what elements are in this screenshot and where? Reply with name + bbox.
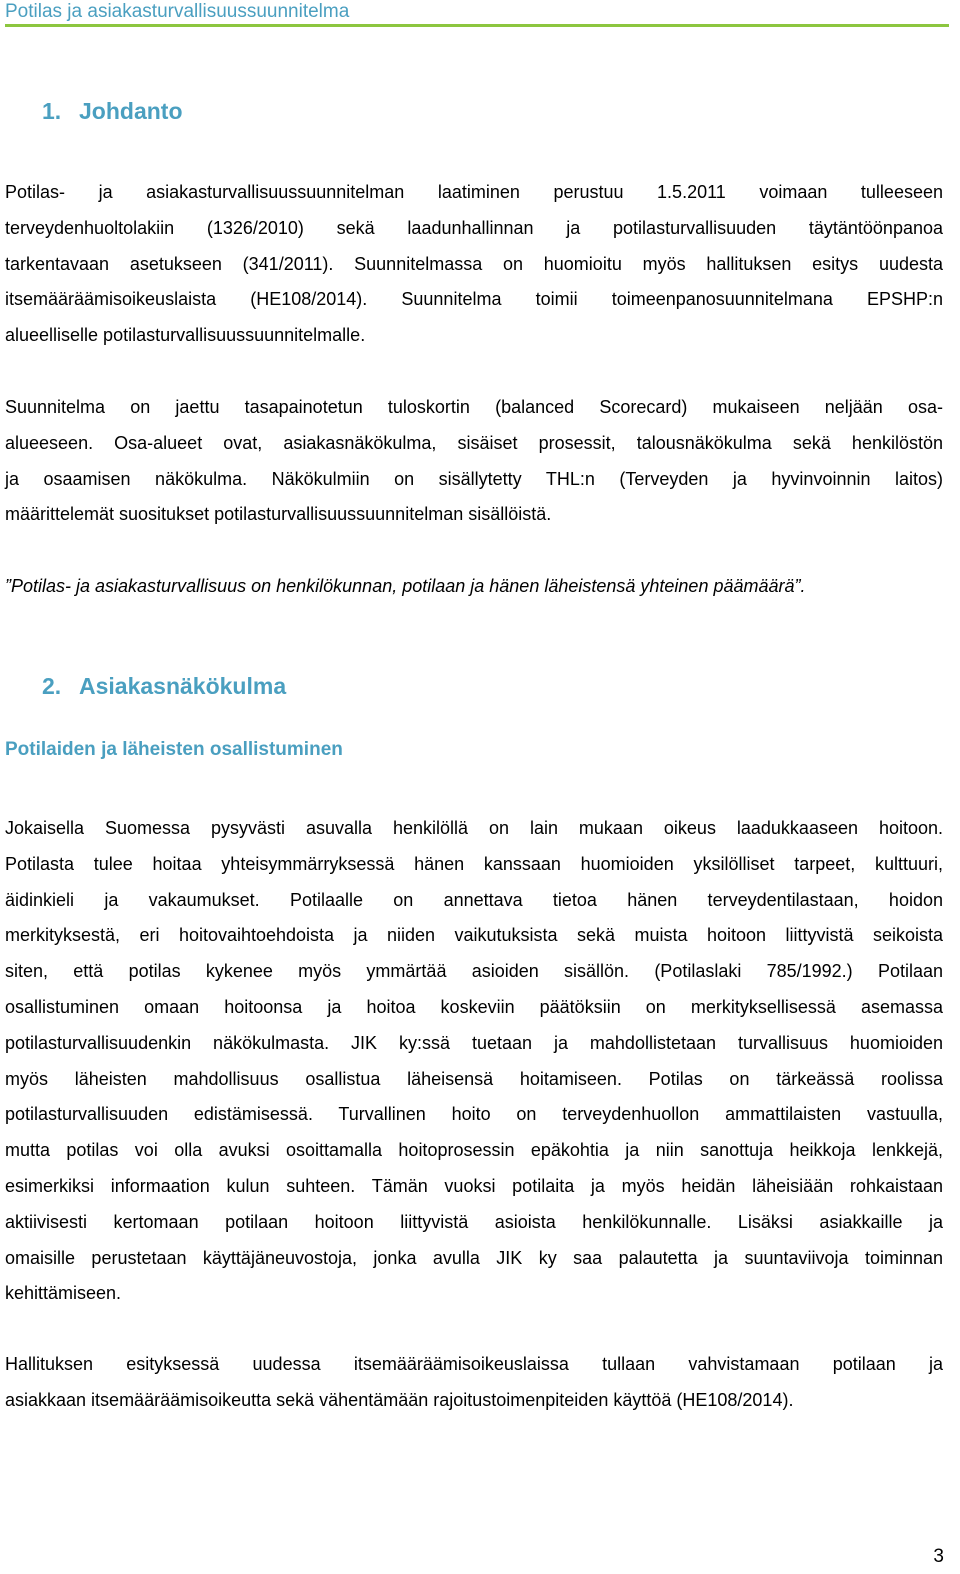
text-line: Hallituksen esityksessä uudessa itsemääräämisoikeuslaissa tullaan vahvistamaan potilaan ja xyxy=(5,1354,943,1374)
text-line: aktiivisesti kertomaan potilaan hoitoon liittyvistä asioista henkilökunnalle. Lisäksi asiakkaille ja xyxy=(5,1211,943,1232)
running-header: Potilas ja asiakasturvallisuussuunnitelma xyxy=(5,0,949,27)
text-line: myös läheisten mahdollisuus osallistua läheisensä hoitamiseen. Potilas on tärkeässä roolissa xyxy=(5,1068,943,1089)
text-line: Potilas- ja asiakasturvallisuussuunnitelman laatiminen perustuu 1.5.2011 voimaan tulleeseen xyxy=(5,182,943,202)
intro-quote: ”Potilas- ja asiakasturvallisuus on henkilökunnan, potilaan ja hänen läheistensä yhteinen päämäärä”. xyxy=(5,576,806,596)
text-line: merkityksestä, eri hoitovaihtoehdoista ja niiden vaikutuksista sekä muista hoitoon liittyvistä seikoista xyxy=(5,925,943,946)
text-line: siten, että potilas kykenee myös ymmärtää asioiden sisällön. (Potilaslaki 785/1992.) Potilaan xyxy=(5,961,943,982)
text-line: esimerkiksi informaation kulun suhteen. Tämän vuoksi potilaita ja myös heidän läheisiään rohkaistaan xyxy=(5,1175,943,1196)
text-line: kehittämiseen. xyxy=(5,1283,122,1304)
text-line: mutta potilas voi olla avuksi osoittamalla hoitoprosessin epäkohtia ja niin sanottuja heikkoja lenkkejä, xyxy=(5,1140,943,1161)
text-line: äidinkieli ja vakaumukset. Potilaalle on annettava tietoa hänen terveydentilastaan, hoidon xyxy=(5,889,943,910)
text-line: alueelliselle potilasturvallisuussuunnitelmalle. xyxy=(5,325,366,346)
text-line: Potilasta tulee hoitaa yhteisymmärryksessä hänen kanssaan huomioiden yksilölliset tarpeet, kulttuuri, xyxy=(5,853,943,874)
text-line: määrittelemät suositukset potilasturvallisuussuunnitelman sisällöistä. xyxy=(5,504,552,525)
text-line: itsemääräämisoikeuslaista (HE108/2014). Suunnitelma toimii toimeenpanosuunnitelmana EPSHP:n xyxy=(5,289,943,310)
text-line: Jokaisella Suomessa pysyvästi asuvalla henkilöllä on lain mukaan oikeus laadukkaaseen hoitoon. xyxy=(5,818,943,838)
section-heading-johdanto xyxy=(42,97,183,125)
text-line: osallistuminen omaan hoitoonsa ja hoitoa koskeviin päätöksiin on merkityksellisessä asemassa xyxy=(5,996,943,1017)
text-line: potilasturvallisuudenkin näkökulmasta. JIK ky:ssä tuetaan ja mahdollistetaan turvallisuus huomioiden xyxy=(5,1032,943,1053)
text-line: omaisille perustetaan käyttäjäneuvostoja, jonka avulla JIK ky saa palautetta ja suuntaviivoja toiminnan xyxy=(5,1247,943,1268)
intro-paragraph-1 xyxy=(5,175,943,354)
intro-paragraph-2 xyxy=(5,390,943,533)
text-line: asiakkaan itsemääräämisoikeutta sekä vähentämään rajoitustoimenpiteiden käyttöä (HE108/2014). xyxy=(5,1389,794,1410)
section-number: 1. xyxy=(42,98,62,124)
subheading-osallistuminen: Potilaiden ja läheisten osallistuminen xyxy=(5,739,343,760)
section-title: Johdanto xyxy=(79,98,183,124)
text-line: Suunnitelma on jaettu tasapainotetun tuloskortin (balanced Scorecard) mukaiseen neljään osa- xyxy=(5,397,943,417)
section-number: 2. xyxy=(42,673,62,699)
section-title: Asiakasnäkökulma xyxy=(79,673,287,699)
text-line: terveydenhuoltolakiin (1326/2010) sekä laadunhallinnan ja potilasturvallisuuden täytäntöönpanoa xyxy=(5,217,943,238)
text-line: potilasturvallisuuden edistämisessä. Turvallinen hoito on terveydenhuollon ammattilaisten vastuulla, xyxy=(5,1104,943,1125)
section-heading-asiakasnakokulma xyxy=(42,672,286,700)
page-number: 3 xyxy=(933,1546,944,1567)
customer-paragraph-2 xyxy=(5,1347,943,1419)
text-line: alueeseen. Osa-alueet ovat, asiakasnäkökulma, sisäiset prosessit, talousnäkökulma sekä henkilöstön xyxy=(5,432,943,453)
text-line: ja osaamisen näkökulma. Näkökulmiin on sisällytetty THL:n (Terveyden ja hyvinvoinnin laitos) xyxy=(5,468,943,489)
customer-paragraph-1 xyxy=(5,811,943,1312)
text-line: tarkentavaan asetukseen (341/2011). Suunnitelmassa on huomioitu myös hallituksen esitys uudesta xyxy=(5,253,943,274)
